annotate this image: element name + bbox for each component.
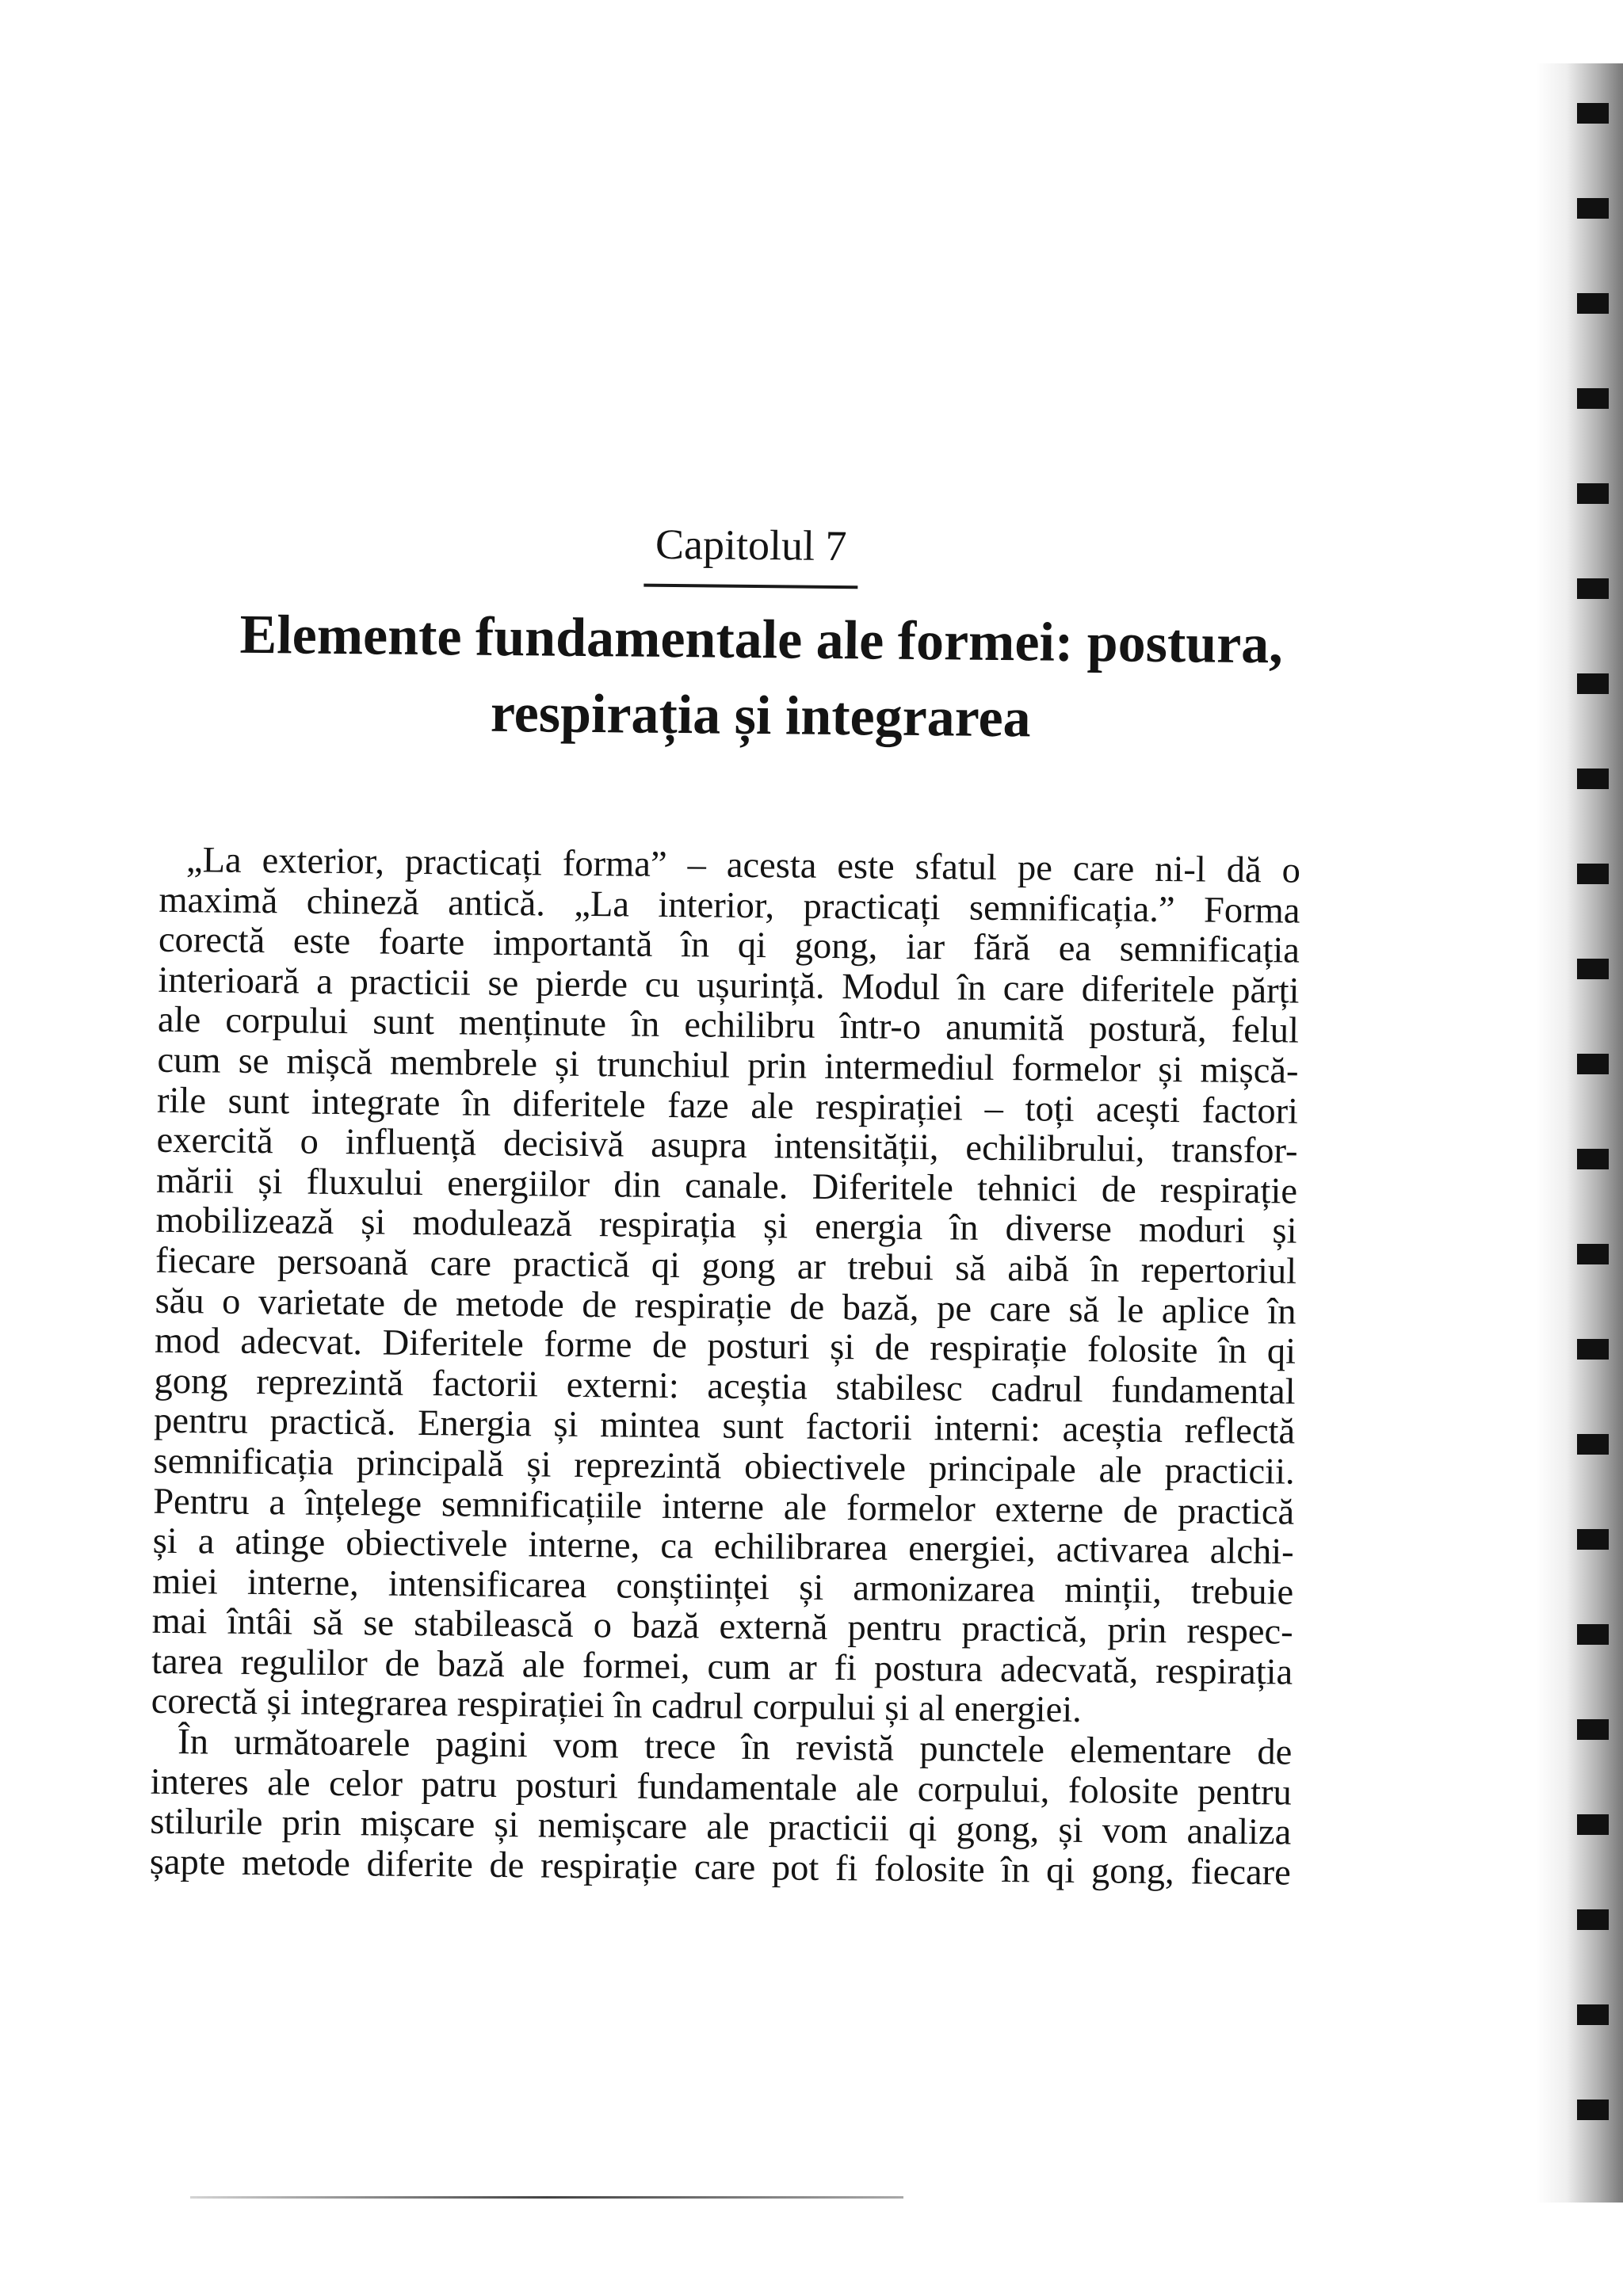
text-line: corectă și integrarea respirației în cadrul corpului și al energiei. [151,1681,1083,1731]
text-line: exercită o influență decisivă asupra intensității, echilibrului, transfor- [156,1119,1298,1172]
body-paragraphs [150,841,1301,1894]
text-line: pentru practică. Energia și mintea sunt factorii interni: aceștia reflectă [153,1401,1296,1452]
text-line: gong reprezintă factorii externi: aceștia stabilesc cadrul fundamental [154,1360,1296,1413]
text-line: interioară a practicii se pierde cu ușurință. Modul în care diferitele părți [158,959,1300,1012]
text-line: Pentru a înțelege semnificațiile interne ale formelor externe de practică [152,1481,1295,1533]
text-line: miei interne, intensificarea conștiinței și armonizarea minții, trebuie [151,1561,1294,1613]
text-line: stilurile prin mișcare și nemișcare ale practicii qi gong, și vom analiza [150,1801,1292,1853]
text-line: corectă este foarte importantă în qi gong, iar fără ea semnificația [158,919,1300,971]
text-line: semnificația principală și reprezintă obiectivele principale ale practicii. [153,1440,1295,1493]
chapter-title [201,597,1320,760]
text-line: mării și fluxului energiilor din canale. Diferitele tehnici de respirație [155,1160,1298,1212]
chapter-label: Capitolul 7 [655,520,847,570]
text-line: mobilizează și modulează respirația și energia în diverse moduri și [155,1200,1297,1252]
chapter-title-line-1: Elemente fundamentale ale formei: postura, [239,604,1284,676]
text-line: său o varietate de metode de respirație de bază, pe care să le aplice în [155,1280,1296,1333]
text-line: tarea regulilor de bază ale formei, cum ar fi postura adecvată, respirația [151,1641,1293,1693]
text-line: În următoarele pagini vom trece în revistă punctele elementare de [178,1722,1293,1773]
text-line: mai întâi să se stabilească o bază externă pentru practică, prin respec- [151,1601,1293,1653]
text-line: maximă chineză antică. „La interior, practicați semnificația.” Forma [158,879,1300,932]
text-line: rile sunt integrate în diferitele faze ale respirației – toți acești factori [156,1080,1299,1132]
text-line: fiecare persoană care practică qi gong ar trebui să aibă în repertoriul [155,1240,1297,1292]
text-line: „La exterior, practicați forma” – acesta este sfatul pe care ni-l dă o [185,840,1301,891]
text-line: și a atinge obiectivele interne, ca echilibrarea energiei, activarea alchi- [152,1520,1294,1573]
text-line: cum se mișcă membrele și trunchiul prin intermediul formelor și mișcă- [157,1039,1299,1092]
chapter-title-line-2: respirația și integrarea [490,682,1031,749]
text-line: ale corpului sunt menținute în echilibru într-o anumită postură, felul [157,1000,1300,1051]
chapter-rule [643,584,857,589]
text-line: mod adecvat. Diferitele forme de posturi și de respirație folosite în qi [154,1320,1296,1372]
text-line: șapte metode diferite de respirație care pot fi folosite în qi gong, fiecare [149,1841,1292,1894]
text-line: interes ale celor patru posturi fundamentale ale corpului, folosite pentru [150,1761,1292,1814]
